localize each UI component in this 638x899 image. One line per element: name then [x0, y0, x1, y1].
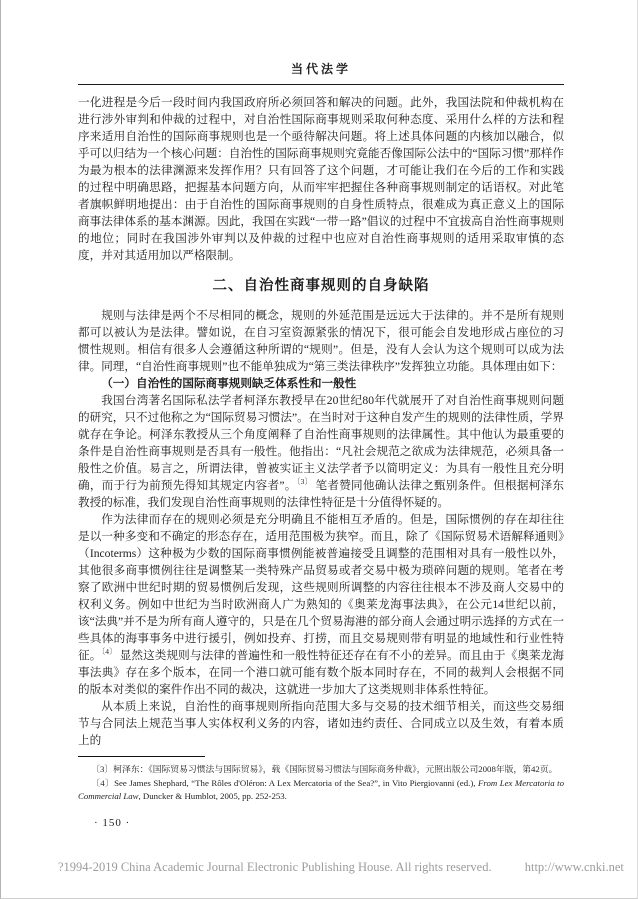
journal-title: 当代法学	[290, 62, 351, 76]
paragraph-ke-zedong	[78, 392, 564, 511]
footnote-separator	[78, 756, 205, 757]
footnote-ref-4: 〔4〕	[101, 647, 117, 657]
section-heading: 二、自治性商事规则的自身缺陷	[212, 278, 430, 294]
header-rule	[78, 84, 564, 85]
paragraph-essence: 从本质上来说，自治性的商事规则所指向范围大多与交易的技术细节相关，而这些交易细节与合同法上规范当事人实体权利义务的内容，诸如违约责任、合同成立以及生效，有着本质上的	[78, 700, 564, 747]
text-segment: 我国台湾著名国际私法学者柯泽东教授早在20世纪80年代就展开了对自治性商事规则问题的研究，只不过他称之为“国际贸易习惯法”。在当时对于这种自发产生的规则的法律性质，学界就存在争论。柯泽东教授从三个角度阐释了自治性商事规则的法律属性。其中他认为最重要的条件是自治性商事规则是否具有一般性。他指出：“凡社会规范之欲成为法律规范，必须具备一般性之价值。易言之，所谓法律，曾被实证主义法学者予以简明定义：为具有一般性且充分明确，而于行为前预先得知其规定内容者”。	[78, 394, 564, 492]
text-segment: 〔4〕See James Shephard, “The Rôles d'Oléron: A Lex Mercatoria of the Sea?”, in Vito Piergiovanni (ed.),	[91, 777, 478, 788]
footnote-4	[78, 777, 564, 804]
article-page	[78, 0, 564, 829]
text-segment: , Duncker & Humblot, 2005, pp. 252-253.	[138, 791, 287, 801]
paragraph-rules-vs-law: 规则与法律是两个不尽相同的概念，规则的外延范围是远远大于法律的。并不是所有规则都可以被认为是法律。譬如说，在自习室资源紧张的情况下，很可能会自发地形成占座位的习惯性规则。相信有很多人会遵循这种所谓的“规则”。但是，没有人会认为这个规则可以成为法律。同理，“自治性商事规则”也不能单独成为“第三类法律秩序”发挥独立功能。具体理由如下：	[78, 309, 564, 373]
journal-header	[78, 60, 564, 85]
footnote-3: 〔3〕柯泽东：《国际贸易习惯法与国际贸易》，载《国际贸易习惯法与国际商务仲裁》，元照出版公司2008年版，第42页。	[91, 764, 558, 774]
page-number: · 150 ·	[94, 816, 131, 829]
text-segment: 显然这类规则与法律的普遍性和一般性特征还存在有不小的差异。而且由于《奥莱龙海事法典》存在多个版本，在同一个港口就可能有数个版本同时存在，不同的裁判人会根据不同的版本对类似的案件作出不同的裁决，这就进一步加大了这类规则非体系性特征。	[78, 649, 564, 696]
book-title-italic: From Lex Mercatoria to Commercial Law	[78, 777, 565, 801]
article-body	[78, 94, 564, 749]
text-segment: 作为法律而存在的规则必须是充分明确且不能相互矛盾的。但是，国际惯例的存在却往往是以一种多变和不确定的形态存在，适用范围极为狭窄。而且，除了《国际贸易术语解释通则》（Incoterms）这种极为少数的国际商事惯例能被普遍接受且调整的范围相对具有一般性以外，其他很多商事惯例往往是调整某一类特殊产品贸易或者交易中极为琐碎问题的规则。笔者在考察了欧洲中世纪时期的贸易惯例后发现，这些规则所调整的内容往往根本不涉及商人交易中的权利义务。例如中世纪为当时欧洲商人广为熟知的《奥莱龙海事法典》，在公元14世纪以前，该“法典”并不是为所有商人遵守的，只是在几个贸易海港的部分商人会通过明示选择的方式在一些具体的海事事务中进行援引，例如投弃、打捞，而且交易规则带有明显的地域性和行业性特征。	[78, 513, 564, 662]
copyright-text: ?1994-2019 China Academic Journal Electronic Publishing House. All rights reserved.	[58, 860, 492, 874]
paragraph-customs-examples	[78, 511, 564, 698]
footnote-ref-3: 〔3〕	[296, 477, 313, 487]
footnotes	[78, 763, 564, 804]
cnki-url: http://www.cnki.net	[524, 860, 624, 874]
text-segment: 笔者赞同他确认法律之甄别条件。但根据柯泽东教授的标准，我们发现自治性商事规则的法律性特征是十分值得怀疑的。	[78, 479, 565, 509]
paragraph-continuation: 一化进程是今后一段时间内我国政府所必须回答和解决的问题。此外，我国法院和仲裁机构在进行涉外审判和仲裁的过程中，对自治性国际商事规则采取何种态度、采用什么样的方法和程序来适用自治性的国际商事规则也是一个亟待解决问题。将上述具体问题的内核加以融合，似乎可以归结为一个核心问题：自治性的国际商事规则究竟能否像国际公法中的“国际习惯”那样作为最为根本的法律渊源来发挥作用？只有回答了这个问题，才可能让我们在今后的工作和实践的过程中明确思路，把握基本问题方向，从而牢牢把握住各种商事规则制定的话语权。对此笔者旗帜鲜明地提出：由于自治性的国际商事规则的自身性质特点，很难成为真正意义上的国际商事法律体系的基本渊源。因此，我国在实践“一带一路”倡议的过程中不宜拔高自治性商事规则的地位；同时在我国涉外审判以及仲裁的过程中也应对自治性商事规则的适用采取审慎的态度，并对其适用加以严格限制。	[78, 96, 564, 262]
cnki-watermark	[58, 860, 624, 875]
subsection-heading: （一）自治性的国际商事规则缺乏体系性和一般性	[101, 377, 357, 390]
